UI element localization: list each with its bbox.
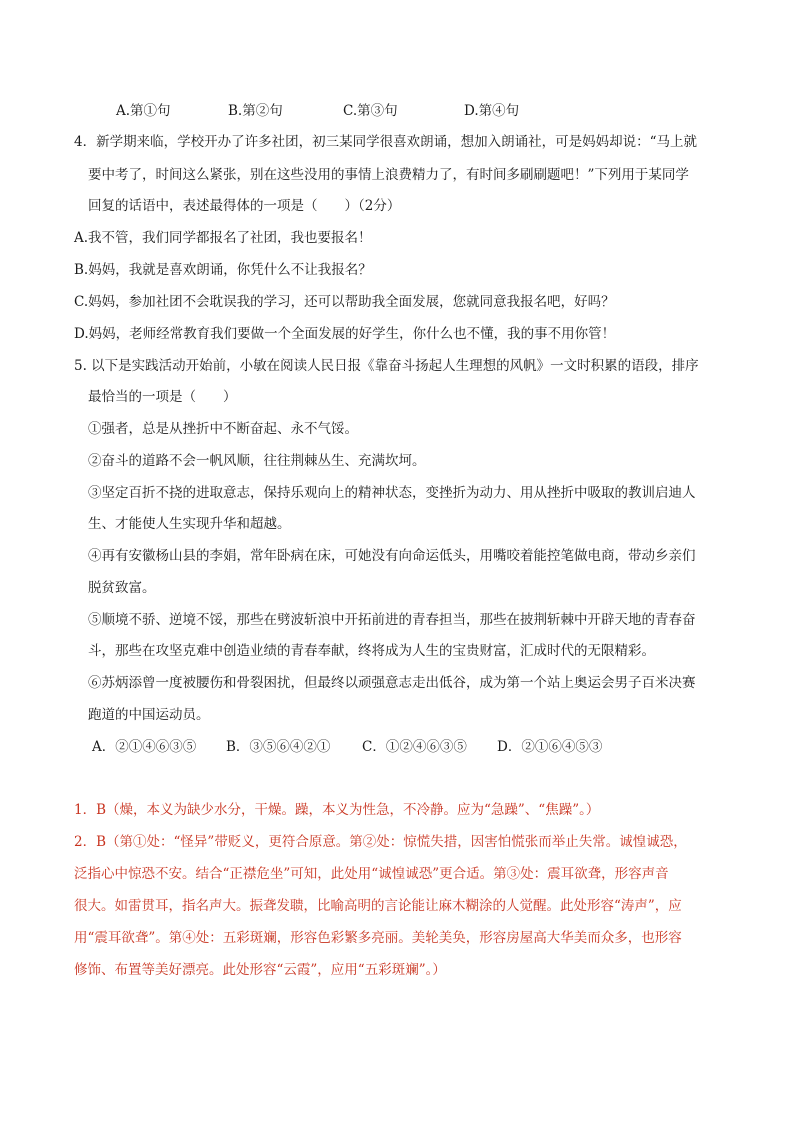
q5-option-b: B．③⑤⑥④②① [226,739,331,755]
q4-option-c: C.妈妈，参加社团不会耽误我的学习，还可以帮助我全面发展，您就同意我报名吧，好吗？ [74,294,615,310]
answer-2-line-4: 用“震耳欲聋”。第④处：五彩斑斓，形容色彩繁多亮丽。美轮美奂，形容房屋高大华美而众多，也形容 [74,930,682,946]
q5-sentence-6-line-2: 跑道的中国运动员。 [88,707,210,723]
q4-stem-line-2: 要中考了，时间这么紧张，别在这些没用的事情上浪费精力了，有时间多刷刷题吧！”下列用于某同学 [88,167,689,183]
q5-sentence-6-line-1: ⑥苏炳添曾一度被腰伤和骨裂困扰，但最终以顽强意志走出低谷，成为第一个站上奥运会男子百米决赛 [88,675,696,691]
q5-stem-line-2: 最恰当的一项是（ ） [88,389,237,405]
answer-2-line-2: 泛指心中惊恐不安。结合“正襟危坐”可知，此处用“诚惶诚恐”更合适。第③处：震耳欲聋，形容声音 [74,866,669,882]
q4-option-d: D.妈妈，老师经常教育我们要做一个全面发展的好学生，你什么也不懂，我的事不用你管！ [74,326,616,342]
q5-sentence-3-line-2: 生、才能使人生实现升华和超越。 [88,516,291,532]
q4-option-a: A.我不管，我们同学都报名了社团，我也要报名！ [74,230,372,246]
q5-sentence-2: ②奋斗的道路不会一帆风顺，往往荆棘丛生、充满坎坷。 [88,453,426,469]
q4-option-b: B.妈妈，我就是喜欢朗诵，你凭什么不让我报名？ [74,262,372,278]
q3-option-a: A.第①句 [116,103,171,119]
q5-sentence-4-line-1: ④再有安徽杨山县的李娟，常年卧病在床，可她没有向命运低头，用嘴咬着能控笔做电商，带动乡亲们 [88,548,696,564]
answer-2-line-1: 2．B（第①处：“怪异”带贬义，更符合原意。第②处：惊慌失措，因害怕慌张而举止失常。诚惶诚恐， [74,834,687,850]
q5-option-d: D．②①⑥④⑤③ [497,739,603,755]
q3-option-c: C.第③句 [343,103,398,119]
q5-sentence-5-line-2: 斗，那些在攻坚克难中创造业绩的青春奉献，终将成为人生的宝贵财富，汇成时代的无限精彩。 [88,643,655,659]
q3-option-d: D.第④句 [464,103,520,119]
q5-sentence-1: ①强者，总是从挫折中不断奋起、永不气馁。 [88,421,358,437]
answer-1: 1．B（燥，本义为缺少水分，干燥。躁，本义为性急，不冷静。应为“急躁”、“焦躁”。） [74,802,600,818]
answer-2-line-5: 修饰、布置等美好漂亮。此处形容“云霞”，应用“五彩斑斓”。） [74,962,446,978]
q4-stem-line-3: 回复的话语中，表述最得体的一项是（ ）（2分） [88,198,401,214]
q5-sentence-4-line-2: 脱贫致富。 [88,580,156,596]
q5-option-a: A．②①④⑥③⑤ [92,739,197,755]
q5-stem-line-1: 5. 以下是实践活动开始前，小敏在阅读人民日报《靠奋斗扬起人生理想的风帆》一文时积累的语段，排序 [74,358,699,374]
answer-2-line-3: 很大。如雷贯耳，指名声大。振聋发聩，比喻高明的言论能让麻木糊涂的人觉醒。此处形容“涛声”，应 [74,898,682,914]
q3-option-b: B.第②句 [228,103,283,119]
q5-sentence-3-line-1: ③坚定百折不挠的进取意志，保持乐观向上的精神状态，变挫折为动力、用从挫折中吸取的教训启迪人 [88,485,696,501]
q4-stem-line-1: 4．新学期来临，学校开办了许多社团，初三某同学很喜欢朗诵，想加入朗诵社，可是妈妈却说：“马上就 [74,134,697,150]
q5-sentence-5-line-1: ⑤顺境不骄、逆境不馁，那些在劈波斩浪中开拓前进的青春担当，那些在披荆斩棘中开辟天地的青春奋 [88,612,696,628]
q5-option-c: C．①②④⑥③⑤ [362,739,467,755]
